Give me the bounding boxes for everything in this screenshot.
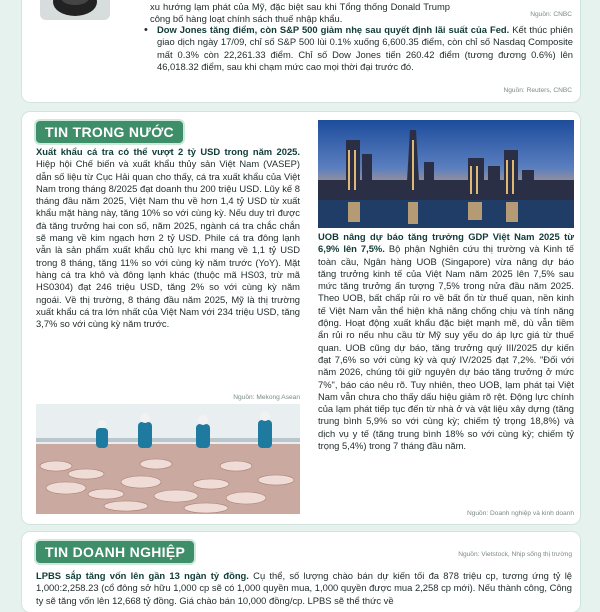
lpbs-headline: LPBS sắp tăng vốn lên gần 13 ngàn tỷ đồng. — [36, 570, 249, 581]
business-section-title: TIN DOANH NGHIỆP — [36, 541, 194, 563]
world-news-intro: xu hướng lạm phát của Mỹ, đặc biệt sau khi Tổng thống Donald Trump công bố hàng loạt chính sách thuế nhập khẩu. — [150, 1, 450, 25]
bullet-paragraph — [157, 24, 573, 73]
business-news-card — [22, 532, 580, 612]
bullet-text: Kết thúc phiên giao dịch ngày 17/09, chỉ số S&P 500 lùi 0.1% xuống 6,600.35 điểm, còn chỉ số Nasdaq Composite mất 0.3% còn 22,261.33 điểm. Chỉ số Dow Jones tiến 260.42 điểm (tương đương 0.6%) lên 46,018.32 điểm, sau khi chạm mức cao mọi thời đại trước đó. — [157, 24, 574, 72]
catfish-text: Hiệp hội Chế biến và xuất khẩu thủy sản Việt Nam (VASEP) dẫn số liệu từ Cục Hải quan cho thấy, cá tra xuất khẩu của Việt Nam trong tháng 8/2025 đạt doanh thu 200 triệu USD. Lũy kế 8 tháng đầu năm 2025, Việt Nam thu về hơn 1,4 tỷ USD từ xuất khẩu mặt hàng này, tăng 10% so với cùng kỳ. Nếu duy trì được đà tăng trưởng hai con số, năm 2025, ngành cá tra chắc chắn sẽ mang về kim ngạch hơn 2 tỷ USD. Phile cá tra đông lạnh vẫn là sản phẩm xuất khẩu chủ lực khi mang về 1,1 tỷ USD trong 8 tháng, tăng 11% so với cùng kỳ năm trước (YoY). Mặt hàng cá tra khô và đông lạnh khác (thuộc mã HS03, trừ mã HS0304) đạt 246 triệu USD, tăng 2% so với cùng kỳ năm ngoái. Về thị trường, 8 tháng đầu năm 2025, Mỹ là thị trường xuất khẩu cá tra lớn nhất của Việt Nam với 234 triệu USD, tăng 3,7% so với cùng kỳ năm trước. — [36, 158, 300, 330]
catfish-factory-photo — [36, 404, 300, 514]
lpbs-article — [36, 570, 572, 607]
uob-article — [318, 231, 574, 452]
bullet-headline: Dow Jones tăng điểm, còn S&P 500 giảm nhẹ sau quyết định lãi suất của Fed. — [157, 24, 510, 35]
lpbs-text: Cụ thể, số lượng chào bán dự kiến tối đa 878 triệu cp, tương ứng tỷ lệ 1,000:2,258.23 (cổ đông sở hữu 1,000 cp sẽ có 1,000 quyền mua, 1,000 quyền được mua 2,258 cp mới). Nếu thành công, Công ty sẽ tăng vốn lên 12,668 tỷ đồng. Giá chào bán 10,000 đồng/cp. LPBS sẽ thể thức về — [36, 570, 573, 606]
uob-source: Nguồn: Doanh nghiệp và kinh doanh — [466, 510, 574, 517]
world-news-intro-source: Nguồn: CNBC — [530, 11, 572, 18]
uob-headline: UOB nâng dự báo tăng trưởng GDP Việt Nam 2025 từ 6,9% lên 7,5%. — [318, 231, 574, 255]
bullet-icon: • — [144, 24, 148, 36]
domestic-section-title: TIN TRONG NƯỚC — [36, 121, 183, 143]
business-source: Nguồn: Vietstock, Nhịp sống thị trường — [458, 551, 572, 558]
domestic-news-card — [22, 112, 580, 524]
uob-text: Bộ phận Nghiên cứu thị trường và Kinh tế toàn cầu, Ngân hàng UOB (Singapore) vừa nâng dự báo tăng trưởng kinh tế của Việt Nam năm 2025 lên 7,5% sau mức tăng trưởng ấn tượng 7,5% trong nửa đầu năm 2025. Theo UOB, bất chấp rủi ro về bất ổn từ thuế quan, nền kinh tế Việt Nam vẫn thể hiện khả năng chống chịu và tính năng động. Hoạt động xuất khẩu đặc biệt mạnh mẽ, dù vẫn tiềm ẩn rủi ro nếu nhu cầu từ Mỹ suy yếu do áp lực giá từ thuế quan. UOB cũng dự báo, tăng trưởng quý III/2025 dự kiến đạt 7,6% so với cùng kỳ và quý IV/2025 đạt 7,2%. "Đối với năm 2026, chúng tôi giữ nguyên dự báo tăng trưởng ở mức 7%", báo cáo nêu rõ. Tuy nhiên, theo UOB, lạm phát tại Việt Nam vẫn chưa cho thấy dấu hiệu giảm rõ rệt. Động lực chính của lạm phát tiếp tục đến từ nhà ở và vật liệu xây dựng (tăng trung bình 5,9% so với cùng kỳ; chiếm tỷ trọng 18,8%) và dịch vụ y tế (tăng trung bình 18% so với cùng kỳ; chiếm tỷ trọng 5,4%) trong 7 tháng đầu năm. — [318, 243, 574, 452]
city-skyline-photo — [318, 120, 574, 228]
catfish-source: Nguồn: Mekong Asean — [233, 394, 300, 401]
world-news-card — [22, 0, 580, 102]
catfish-article — [36, 146, 300, 330]
catfish-headline: Xuất khẩu cá tra có thể vượt 2 tỷ USD trong năm 2025. — [36, 146, 300, 157]
world-news-photo — [40, 0, 110, 20]
bullet-dow-jones — [144, 24, 574, 73]
bullet-source: Nguồn: Reuters, CNBC — [503, 87, 572, 94]
